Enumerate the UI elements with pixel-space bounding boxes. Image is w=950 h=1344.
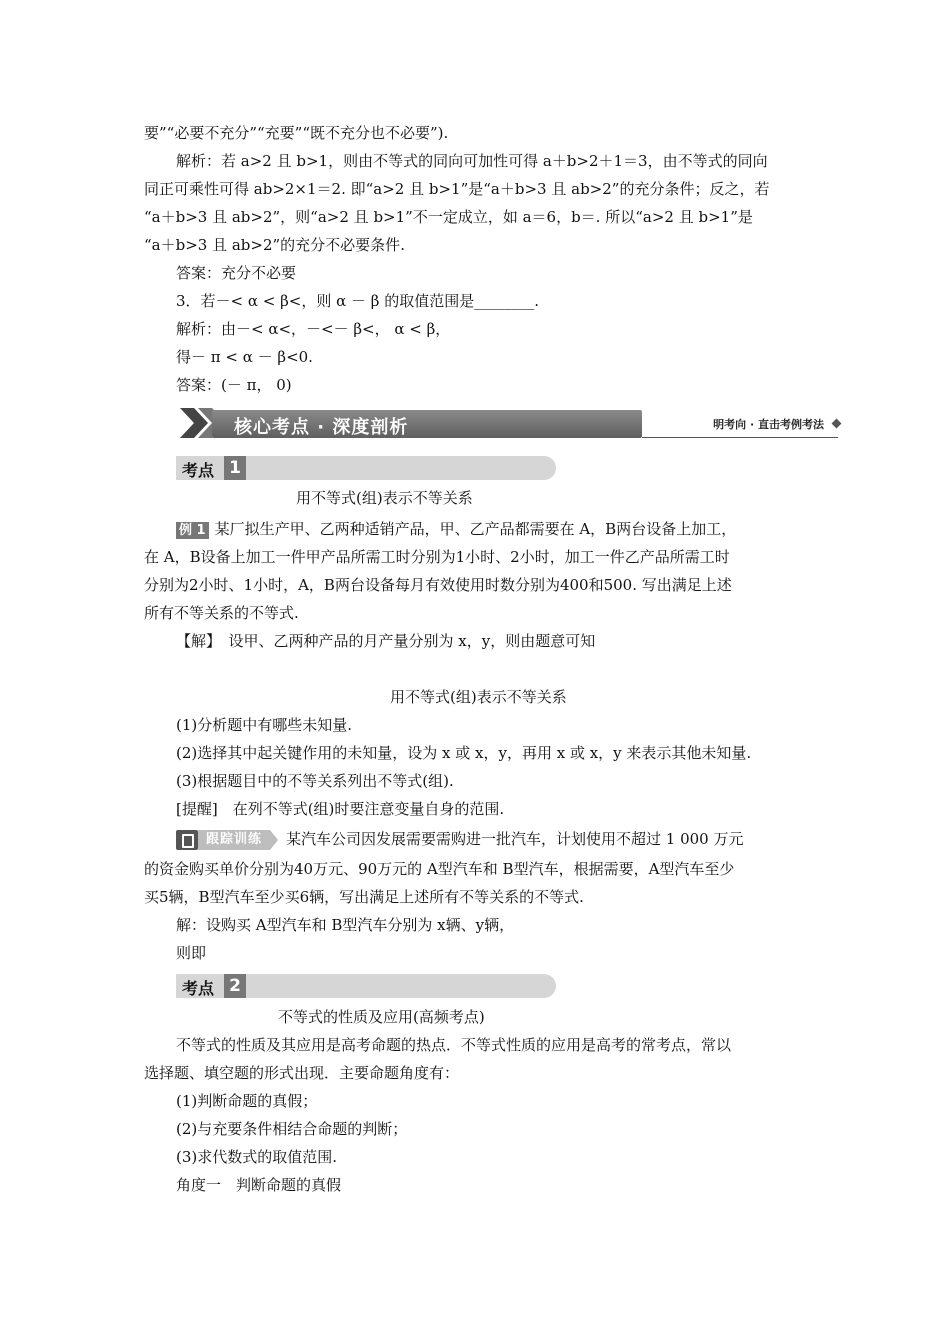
- method-heading: 用不等式(组)表示不等关系: [390, 688, 567, 706]
- text-line: “a＋b>3 且 ab>2”，则“a>2 且 b>1”不一定成立，如 a＝6，b＝. 所以“a>2 且 b>1”是: [144, 208, 753, 226]
- question-line: 3．若－< α < β<，则 α － β 的取值范围是________.: [176, 292, 539, 310]
- list-item: (3)求代数式的取值范围.: [176, 1148, 338, 1166]
- list-item: (1)判断命题的真假；: [176, 1092, 318, 1110]
- kaodian-bar-2: [176, 974, 556, 998]
- example-line: 例 1 某厂拟生产甲、乙两种适销产品，甲、乙产品都需要在 A，B两台设备上加工，: [176, 520, 736, 539]
- text-line: 得－ π < α － β<0.: [176, 348, 313, 366]
- divider: [642, 437, 838, 438]
- kaodian-number: 2: [224, 974, 246, 998]
- training-line: 跟踪训练 某汽车公司因发展需要需购进一批汽车，计划使用不超过 1 000 万元: [176, 830, 743, 850]
- solution-line: 【解】 设甲、乙两种产品的月产量分别为 x，y，则由题意可知: [176, 632, 596, 650]
- diamond-icon: [832, 419, 842, 429]
- notebook-icon: [176, 830, 198, 850]
- kaodian-heading: 用不等式(组)表示不等关系: [296, 489, 473, 507]
- kaodian-bar-1: [176, 456, 556, 480]
- training-badge: 跟踪训练: [176, 830, 278, 850]
- kaodian-label: 考点: [182, 461, 215, 480]
- reminder-line: [提醒] 在列不等式(组)时要注意变量自身的范围.: [176, 800, 505, 818]
- kaodian-number: 1: [224, 456, 246, 480]
- method-item: (3)根据题目中的不等关系列出不等式(组).: [176, 772, 454, 790]
- banner-subtitle: 明考向 · 直击考例考法: [713, 418, 824, 431]
- text-line: 不等式的性质及其应用是高考命题的热点．不等式性质的应用是高考的常考点，常以: [176, 1036, 732, 1054]
- text-line: 要”“必要不充分”“充要”“既不充分也不必要”).: [144, 124, 449, 142]
- example-line: 分别为2小时、1小时，A，B两台设备每月有效使用时数分别为400和500. 写出满足上述: [144, 576, 732, 594]
- answer-line: 答案：(－ π， 0): [176, 376, 292, 394]
- banner-title: 核心考点 · 深度剖析: [234, 417, 409, 438]
- kaodian-label: 考点: [182, 979, 215, 998]
- training-line: 买5辆，B型汽车至少买6辆，写出满足上述所有不等关系的不等式.: [144, 888, 584, 906]
- training-line: 的资金购买单价分别为40万元、90万元的 A型汽车和 B型汽车，根据需要，A型汽车至少: [144, 860, 735, 878]
- subheading: 角度一 判断命题的真假: [176, 1176, 342, 1194]
- example-badge: 例 1: [176, 522, 209, 539]
- method-item: (1)分析题中有哪些未知量.: [176, 716, 353, 734]
- example-line: 所有不等关系的不等式.: [144, 604, 299, 622]
- text-line: 解析：若 a>2 且 b>1，则由不等式的同向可加性可得 a＋b>2＋1＝3，由不等式的同向: [176, 152, 768, 170]
- text-line: “a＋b>3 且 ab>2”的充分不必要条件.: [144, 236, 405, 254]
- method-item: (2)选择其中起关键作用的未知量，设为 x 或 x，y，再用 x 或 x，y 来表示其他未知量.: [176, 744, 752, 762]
- answer-line: 答案：充分不必要: [176, 264, 297, 282]
- text-line: 解析：由－< α<，－<－ β<， α < β，: [176, 320, 451, 338]
- list-item: (2)与充要条件相结合命题的判断；: [176, 1120, 408, 1138]
- solution-line: 则即: [176, 944, 207, 962]
- text-line: 选择题、填空题的形式出现．主要命题角度有：: [144, 1064, 460, 1082]
- text-line: 同正可乘性可得 ab>2×1＝2. 即“a>2 且 b>1”是“a＋b>3 且 ab>2”的充分条件；反之，若: [144, 180, 770, 198]
- kaodian-heading: 不等式的性质及应用(高频考点): [278, 1008, 485, 1026]
- section-banner: [176, 406, 844, 440]
- example-line: 在 A，B设备上加工一件甲产品所需工时分别为1小时、2小时，加工一件乙产品所需工时: [144, 548, 730, 566]
- solution-line: 解：设购买 A型汽车和 B型汽车分别为 x辆、y辆，: [176, 916, 515, 934]
